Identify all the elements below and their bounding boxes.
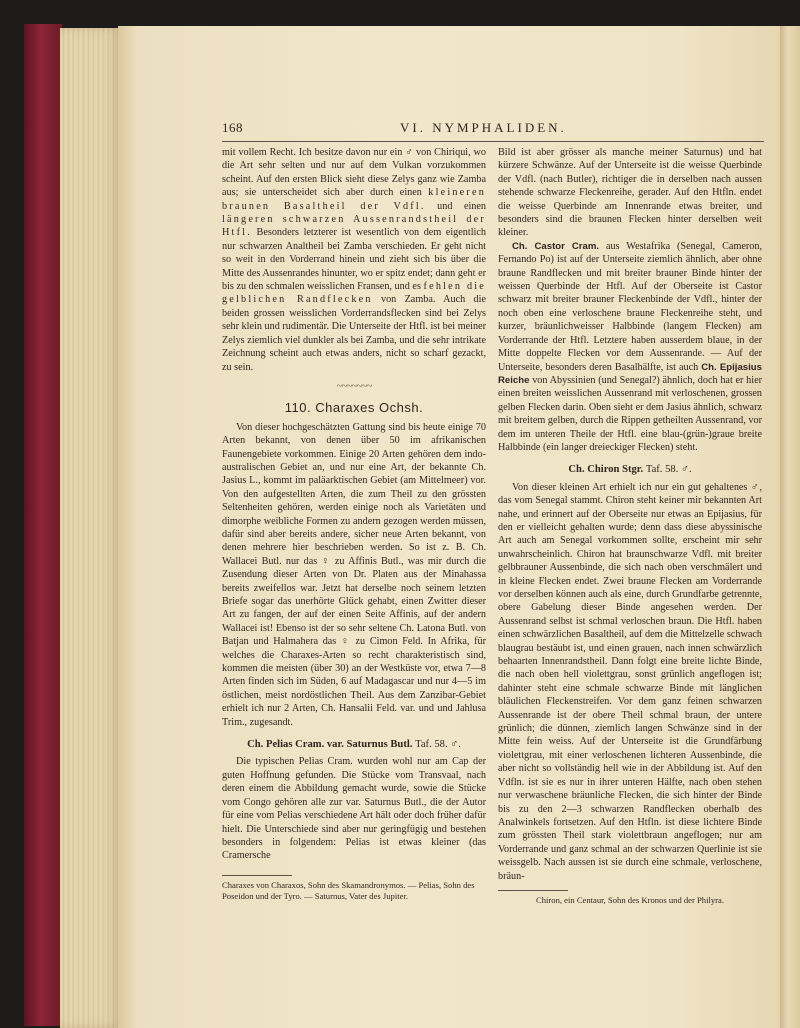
text-run: mit vollem Recht. Ich besitze davon nur ein ♂ von Chiriqui, wo die Art sehr selten und nur auf dem Vulkan vorzukommen scheint. Auf den ersten Blick sieht diese Zelys ganz wie Zamba aus; sie unterscheidet sich aber durch einen <box>222 147 486 199</box>
spaced-text: kleineren braunen Basaltheil der Vdfl. <box>222 187 486 212</box>
book-cover <box>24 24 63 1026</box>
paragraph: Bild ist aber grösser als manche meiner Saturnus) und hat kürzere Schwänze. Auf der Unterseite ist die weisse Querbinde der Vdfl. (nach Butler), richtiger die in derselben nach aussen stehende schwarze Fleckenreihe, gerader. Auf den Htfln. endet die weisse Querbinde am Innenrande etwas breiter, und besonders sind die braunen Flecken hinter derselben weit kleiner. <box>498 147 762 239</box>
spaced-text: fehlen die gelblichen Randflecken <box>222 281 486 306</box>
section-heading: 110. Charaxes Ochsh. <box>284 400 424 416</box>
page-header <box>222 120 764 140</box>
text-run: Besonders letzterer ist wesentlich von dem eigentlich nur schwarzen Analtheil bei Zamba verschieden. Er geht nicht so weit in den Vorderrand hinein und zieht sich bis über die Mitte des Aussenrandes hinunter, wo er spitz endet; dann geht er bis zu den schmalen weisslichen Fransen, und es <box>222 227 486 293</box>
footnote-rule <box>498 890 568 891</box>
header-rule <box>222 141 764 142</box>
page-number: 168 <box>222 120 243 135</box>
species-name: Ch. Chiron Stgr. <box>568 464 644 476</box>
paragraph: Von dieser hochgeschätzten Gattung sind bis heute einige 70 Arten bekannt, von denen über 50 im afrikanischen Faunengebiete vorkommen. Einige 20 Arten gehören dem indo-australischen Gebiet an, und nur eine Art, der bekannte Ch. Jasius L., kommt im paläarktischen Gebiet (am Mittelmeer) vor. Von den aufgestellten Arten, die zum Theil zu den grössten Seltenheiten gehören, werden einige noch als Varietäten und dimorphe weibliche Formen zu andern gezogen werden müssen, dafür sind aber bereits andere, sicher neue Arten bekannt, von denen mehrere hier beschrieben werden. So ist z. B. Ch. Wallacei Butl. nur das ♀ zu Affinis Butl., was mir durch die Zusendung dieser Arten von Dr. Platen aus der Minahassa bereits zweifellos war. Jetzt hat derselbe noch seinem letzten Briefe sogar das unerhörte Glück gehabt, einen Zwitter dieser Art zu fangen, der auf der einen Seite Affinis, auf der andern Wallacei ist! Ebenso ist der so sehr seltene Ch. Latona Butl. von Batjan und Halmahera das ♀ zu Cimon Feld. In Afrika, für welches die Charaxes-Arten so recht charakteristisch sind, kommen die meisten (über 30) an der Westküste vor, etwa 7—8 Arten finden sich im Süden, 6 auf Madagascar und nur 4—5 im östlichen, meist nordöstlichen Theil. Aus dem Zanzibar-Gebiet erhielt ich nur 2 Arten, Ch. Hansalii Feld. var. und und Jahlusa Trim., zugesandt. <box>222 421 486 728</box>
right-column <box>498 146 762 883</box>
species-name: Ch. Castor Cram. <box>512 240 600 252</box>
text-run: von Zamba. Auch die beiden grossen weisslichen Vorderrandsflecken sind bei Zelys sehr klein und rudimentär. Die Unterseite der Htfl. ist bei meiner Zelys ziemlich viel dunkler als bei Zamba, und die sehr intrikate Zeichnung scheint auch etwas anders, nicht so scharf gezackt, zu sein. <box>222 294 487 373</box>
text-run: und einen <box>437 200 487 212</box>
species-name: Ch. Pelias Cram. var. Saturnus Butl. <box>247 739 413 751</box>
paragraph: Die typischen Pelias Cram. wurden wohl nur am Cap der guten Hoffnung gefunden. Die Stücke vom Transvaal, nach deren einem die Abbildung gemacht wurde, sowie die Stücke vom Congo gehören alle zur var. Saturnus Butl., die der Autor für eine vom Pelias verschiedene Art hält oder doch früher dafür hielt. Die Unterschiede sind aber nur geringfügig und bestehen besonders in folgendem: Pelias ist etwas kleiner (das Cramersche <box>222 756 486 862</box>
plate-reference: Taf. 58. ♂. <box>645 464 692 476</box>
paragraph <box>222 146 486 374</box>
plate-reference: Taf. 58. ♂. <box>415 739 461 751</box>
species-heading <box>222 738 486 751</box>
text-run: aus Westafrika (Senegal, Cameron, Fernando Po) ist auf der Unterseite ziemlich ähnlich, aber ohne braune Randflecken und mit breiter brauner Binde hinter der weissen Querbinde der Htfl. Auf der Oberseite ist Castor schwarz mit breiter brauner Fleckenbinde der Vdfl., hinter der noch oben eine verloschene braune Fleckenreihe steht, und kurzer, bräunlichweisser Halbbinde (langem Flecken) am Vorderrande der Htfl. Letztere haben ausserdem blaue, in der Mitte doppelte Flecken vor dem Aussenrande. — Auf der Unterseite, besonders deren Basalhälfte, ist auch <box>498 240 763 373</box>
paragraph <box>498 240 762 455</box>
ornamental-divider: ~~~~~~~ <box>336 379 372 392</box>
spaced-text: längeren schwarzen Aussenrandstheil der Htfl. <box>222 214 486 239</box>
footnote: Charaxes von Charaxos, Sohn des Skamandronymos. — Pelias, Sohn des Poseidon und der Tyro. — Saturnus, Vater des Jupiter. <box>222 880 475 901</box>
left-column <box>222 146 486 863</box>
footnote-rule <box>222 875 292 876</box>
species-heading <box>498 463 762 476</box>
footnote: Chiron, ein Centaur, Sohn des Kronos und der Philyra. <box>536 895 724 905</box>
page-edges <box>60 28 120 1028</box>
species-name: Ch. Epijasius Reiche <box>498 361 762 386</box>
text-run: von Abyssinien (und Senegal?) ähnlich, doch hat er hier einen breiten weisslichen Aussenrand mit verloschenen, grossen gelben Flecken darin. Oben sieht er dem Jasius ähnlich, schwarz mit breitem gelben, durch die Rippen getheilten Aussenrand, vor dem im unteren Theile der Htfl. eine blau-(grün-)graue breite Halbbinde (ein langer dreieckiger Flecken) steht. <box>498 374 762 453</box>
running-head: VI. NYMPHALIDEN. <box>400 120 567 135</box>
facing-page-edge <box>780 26 800 1028</box>
paragraph: Von dieser kleinen Art erhielt ich nur ein gut gehaltenes ♂, das vom Senegal stammt. Chiron steht keiner mir bekannten Art nahe, und erinnert auf der Oberseite nur etwas an Epijasius, für den er vielleicht gehalten wurde; denn dass diese abyssinische Art auch am Senegal vorkommen sollte, erscheint mir sehr unwahrscheinlich. Chiron hat braunschwarze Vdfl. mit breiter gelbbrauner Aussenbinde, die sich nach oben verschmälert und in kleine Flecken endet. Zwei braune Flecken am Vorderrande vor derselben können auch als eine, durch Grundfarbe getrennte, obere Gabelung dieser Binde angesehen werden. Der Aussenrand selbst ist schmal verloschen braun. Die Htfl. haben einen schwärzlichen Basaltheil, auf dem die Mittelzelle schwach blaugrau bestäubt ist, und einen grauen, nach innen schwärzlich behaarten Innenrandstheil. Dann folgt eine breite lichte Binde, die nach oben hell violettgrau, sonst grünlich angeflogen ist; dahinter steht eine schmale schwarze Binde mit länglichen bläulichen Fleckenstreifen. Vor dem ganz feinen schwarzen Aussenrande ist der obere Theil schmal braun, der untere grünlich; die dünnen, ziemlich langen Schwänze sind in der Mitte fein weiss. Auf der Unterseite ist die Grundfärbung violettgrau, mit einer verloschenen lichteren Aussenbinde, die aber nicht so vollständig hell wie in der Abbildung ist. Auf den Vdfln. ist sie es nur in ihrer unteren Hälfte, nach oben stehen nur verwaschene bräunliche Flecken, die sich hinter der Binde bis zu den 2—3 schwarzen Randflecken oberhalb des Analwinkels fortsetzen. Auf den Htfln. ist diese lichtere Binde zum grössten Theil stark violettbraun angeflogen; nur am Vorderrande und ganz schmal an der schwarzen Querlinie ist sie weissgelb. Nach aussen ist sie durch eine schmale, verloschene, bräun- <box>498 481 762 882</box>
